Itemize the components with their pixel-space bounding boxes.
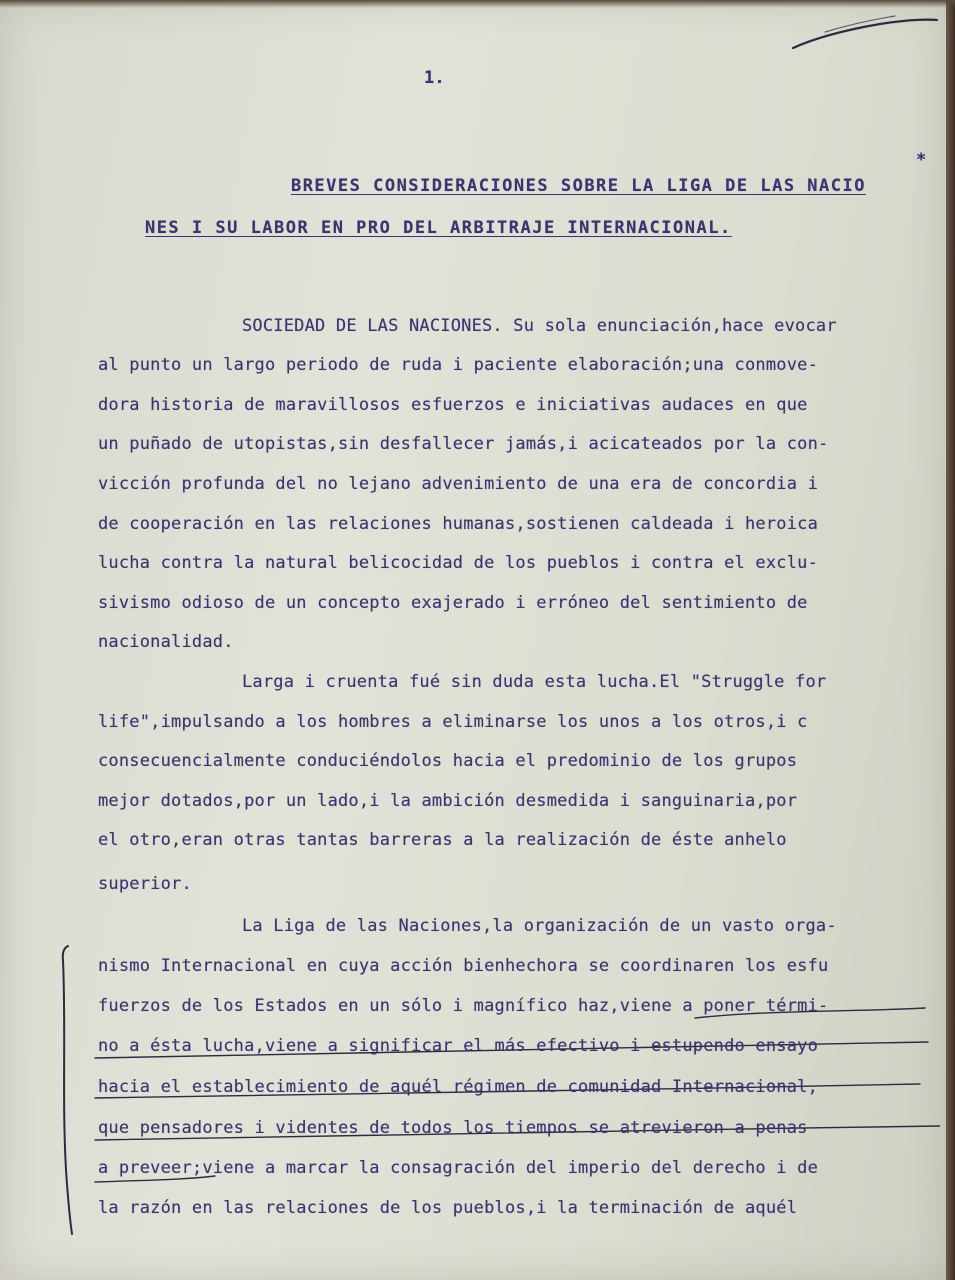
paragraph-2-line-2: life",impulsando a los hombres a eliminarse los unos a los otros,i c — [98, 712, 808, 732]
paragraph-3-line-2: nismo Internacional en cuya acción bienhechora se coordinaren los esfu — [98, 956, 829, 976]
paragraph-1-line-1: SOCIEDAD DE LAS NACIONES. Su sola enunciación,hace evocar — [242, 316, 837, 336]
paragraph-3-line-1: La Liga de las Naciones,la organización de un vasto orga- — [242, 916, 837, 936]
title-star: * — [916, 150, 928, 170]
paragraph-2-line-6: superior. — [98, 874, 192, 894]
top-shadow — [0, 0, 955, 8]
title-text-2: NES I SU LABOR EN PRO DEL ARBITRAJE INTERNACIONAL. — [144, 218, 732, 238]
paragraph-1-line-8: sivismo odioso de un concepto exajerado i erróneo del sentimiento de — [98, 593, 808, 613]
paragraph-1-line-6: de cooperación en las relaciones humanas,sostienen caldeada i heroica — [98, 514, 819, 534]
paragraph-1-line-3: dora historia de maravillosos esfuerzos e iniciativas audaces en que — [98, 395, 808, 415]
paragraph-3-line-5: hacia el establecimiento de aquél régimen de comunidad Internacional, — [98, 1077, 819, 1097]
binder-edge — [946, 0, 955, 1280]
paragraph-1-line-9: nacionalidad. — [98, 632, 234, 652]
paragraph-1-line-2: al punto un largo periodo de ruda i paciente elaboración;una conmove- — [98, 355, 819, 375]
page-number: 1. — [424, 68, 445, 88]
paragraph-1-line-7: lucha contra la natural belicocidad de los pueblos i contra el exclu- — [98, 553, 819, 573]
paragraph-1-line-5: vicción profunda del no lejano advenimiento de una era de concordia i — [98, 474, 819, 494]
paragraph-1-line-4: un puñado de utopistas,sin desfallecer jamás,i acicateados por la con- — [98, 434, 829, 454]
paragraph-3-line-8: la razón en las relaciones de los pueblos,i la terminación de aquél — [98, 1198, 798, 1218]
paragraph-3-line-7: a preveer;viene a marcar la consagración del imperio del derecho i de — [98, 1158, 819, 1178]
paragraph-2-line-5: el otro,eran otras tantas barreras a la realización de éste anhelo — [98, 830, 787, 850]
paragraph-3-line-3: fuerzos de los Estados en un sólo i magnífico haz,viene a poner térmi- — [98, 996, 829, 1016]
title-text-1: BREVES CONSIDERACIONES SOBRE LA LIGA DE LAS NACIO — [290, 176, 866, 196]
paragraph-3-line-6: que pensadores i videntes de todos los tiempos se atrevieron a penas — [98, 1118, 808, 1138]
paragraph-2-line-1: Larga i cruenta fué sin duda esta lucha.El "Struggle for — [242, 672, 827, 692]
paragraph-2-line-4: mejor dotados,por un lado,i la ambición desmedida i sanguinaria,por — [98, 791, 798, 811]
paragraph-3-line-4: no a ésta lucha,viene a significar el más efectivo i estupendo ensayo — [98, 1036, 819, 1056]
paragraph-2-line-3: consecuencialmente conduciéndolos hacia el predominio de los grupos — [98, 751, 798, 771]
title-line-2 — [98, 198, 732, 258]
